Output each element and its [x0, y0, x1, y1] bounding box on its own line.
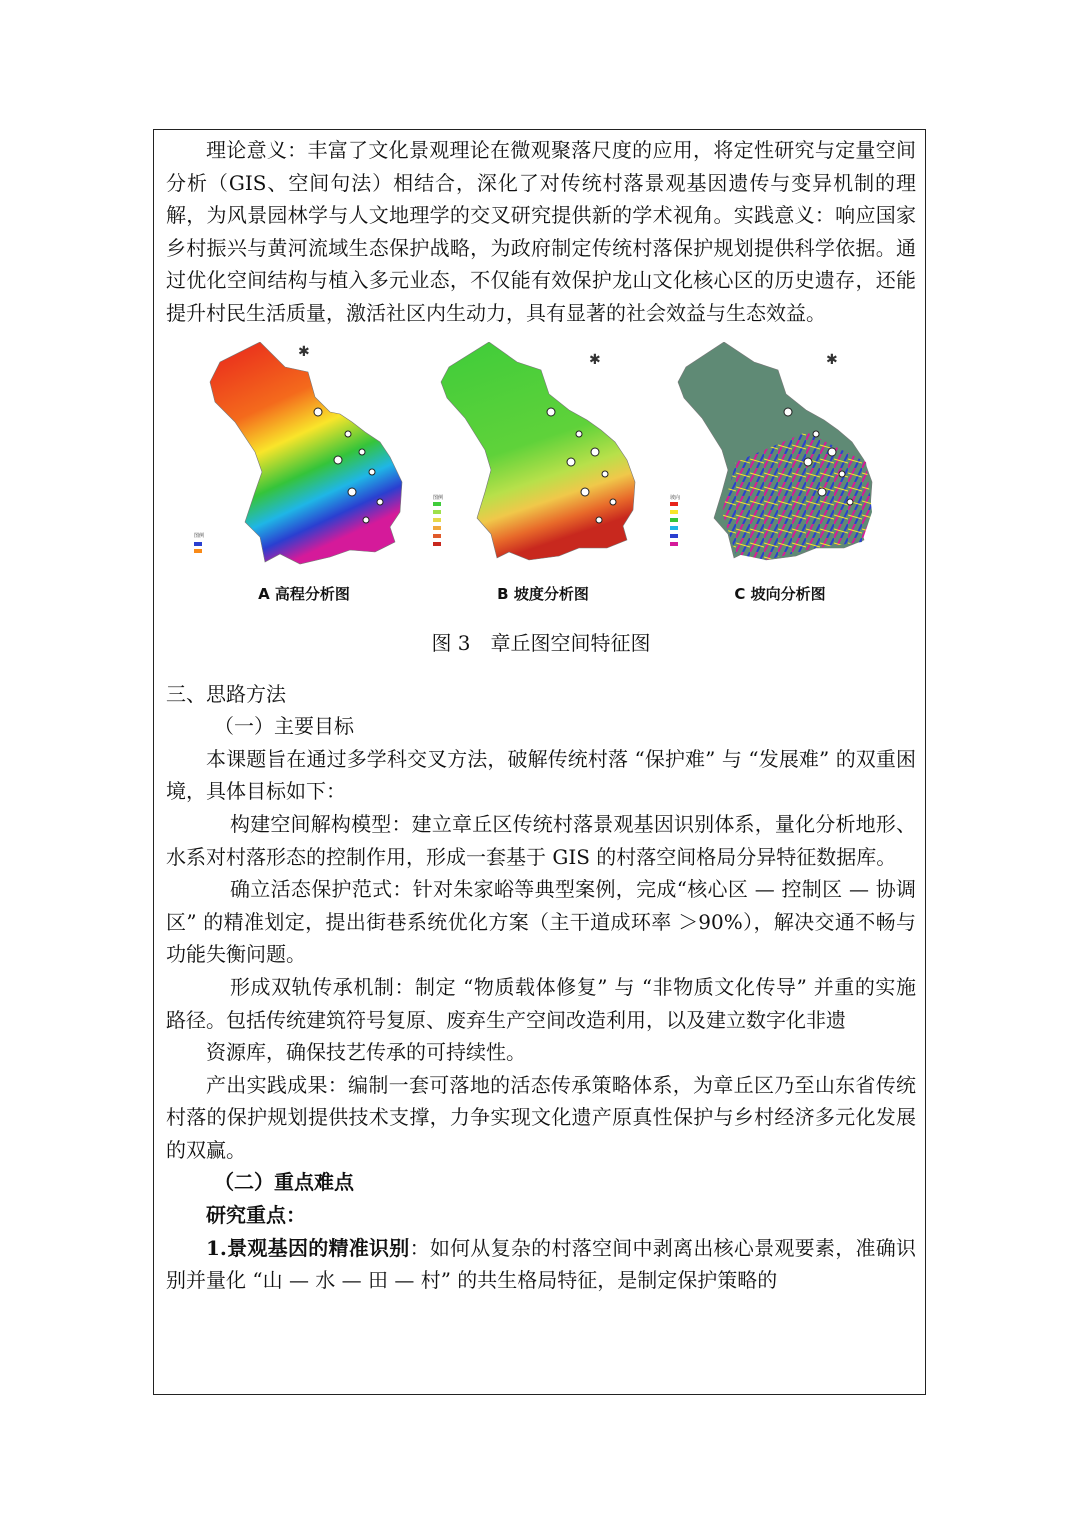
figure-caption: 章丘图空间特征图	[490, 630, 651, 655]
figure-3	[166, 342, 916, 622]
elevation-map	[190, 342, 418, 604]
elevation-legend: 图例	[194, 532, 205, 539]
svg-text:✱: ✱	[589, 351, 601, 368]
elevation-map-graphic	[190, 342, 418, 582]
svg-text:✱: ✱	[298, 343, 310, 360]
svg-text:✱: ✱	[826, 351, 838, 368]
subsection-heading-key-points: （二）重点难点	[214, 1170, 354, 1195]
focus-heading: 研究重点：	[206, 1203, 306, 1228]
slope-legend: 图例	[433, 494, 444, 501]
slope-map-caption: B 坡度分析图	[497, 584, 589, 603]
aspect-map-graphic	[666, 342, 894, 582]
key-point-1-text: ：如何从复杂的村落空间中剥离出核心景观要素，准确识别并量化 “山 — 水 — 田 — 村” 的共生格局特征，是制定保护策略的	[166, 1235, 916, 1293]
goal-4: 产出实践成果：编制一套可落地的活态传承策略体系，为章丘区乃至山东省传统村落的保护规划提供技术支撑，力争实现文化遗产原真性保护与乡村经济多元化发展的双赢。	[166, 1072, 916, 1162]
figure-number: 图 3	[431, 630, 471, 655]
elevation-map-caption: A 高程分析图	[258, 584, 350, 603]
key-point-1-title: 1.景观基因的精准识别	[206, 1235, 410, 1260]
slope-map	[429, 342, 657, 604]
goal-3-continued: 资源库，确保技艺传承的可持续性。	[206, 1040, 526, 1065]
aspect-map-caption: C 坡向分析图	[734, 584, 826, 603]
key-point-1	[166, 1232, 916, 1297]
aspect-map	[666, 342, 894, 604]
significance-paragraph: 理论意义：丰富了文化景观理论在微观聚落尺度的应用，将定性研究与定量空间分析（GIS、空间句法）相结合，深化了对传统村落景观基因遗传与变异机制的理解，为风景园林学与人文地理学的交叉研究提供新的学术视角。实践意义：响应国家乡村振兴与黄河流域生态保护战略，为政府制定传统村落保护规划提供科学依据。通过优化空间结构与植入多元业态，不仅能有效保护龙山文化核心区的历史遗存，还能提升村民生活质量，激活社区内生动力，具有显著的社会效益与生态效益。	[166, 138, 916, 325]
figure-title	[166, 628, 916, 658]
slope-map-graphic	[429, 342, 657, 582]
subsection-heading-goals: （一）主要目标	[214, 714, 354, 739]
document-content	[166, 134, 916, 1297]
goal-3: 形成双轨传承机制：制定 “物质载体修复” 与 “非物质文化传导” 并重的实施路径。包括传统建筑符号复原、废弃生产空间改造利用，以及建立数字化非遗	[166, 974, 916, 1032]
aspect-legend: 坡向	[670, 494, 681, 501]
section-heading: 三、思路方法	[166, 681, 286, 706]
goal-2: 确立活态保护范式：针对朱家峪等典型案例，完成“核心区 — 控制区 — 协调区” 的精准划定，提出街巷系统优化方案（主干道成环率 ＞90%），解决交通不畅与功能失衡问题。	[166, 877, 916, 967]
goals-intro: 本课题旨在通过多学科交叉方法，破解传统村落 “保护难” 与 “发展难” 的双重困境，具体目标如下：	[166, 746, 916, 804]
document-frame	[153, 129, 926, 1395]
goal-1: 构建空间解构模型：建立章丘区传统村落景观基因识别体系，量化分析地形、水系对村落形态的控制作用，形成一套基于 GIS 的村落空间格局分异特征数据库。	[166, 811, 916, 869]
